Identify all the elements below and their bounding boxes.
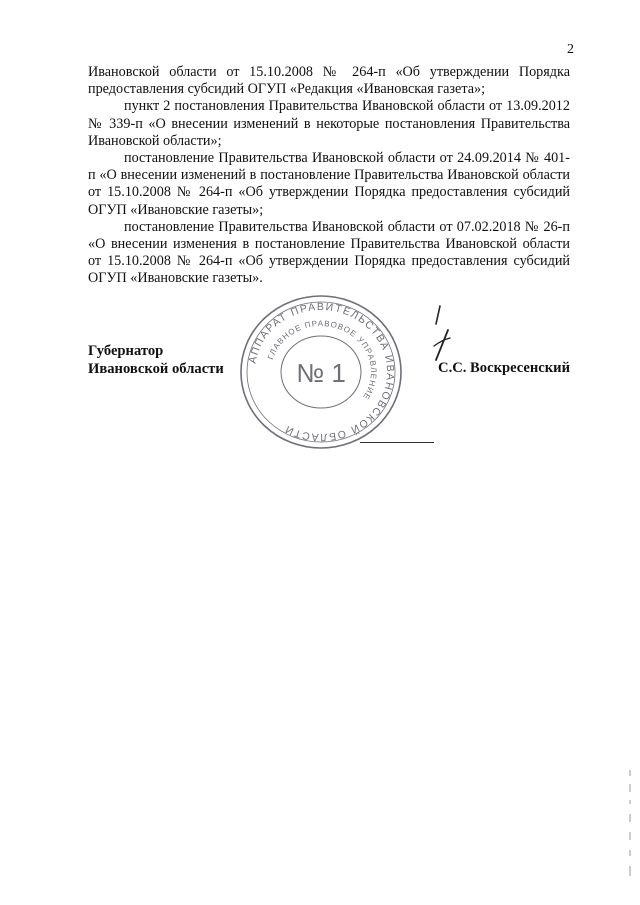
document-body	[88, 64, 570, 288]
signatory-title	[88, 343, 224, 378]
paragraph-2: пункт 2 постановления Правительства Ивановской области от 13.09.2012 № 339-п «О внесении изменений в некоторые постановления Правительства Ивановской области»;	[88, 98, 570, 149]
signatory-title-line1: Губернатор	[88, 343, 164, 359]
paragraph-1: Ивановской области от 15.10.2008 № 264-п «Об утверждении Порядка предоставления субсидий ОГУП «Редакция «Ивановская газета»;	[88, 64, 570, 98]
stamp-inner-text: ГЛАВНОЕ ПРАВОВОЕ УПРАВЛЕНИЕ	[266, 318, 379, 402]
paragraph-4: постановление Правительства Ивановской области от 07.02.2018 № 26-п «О внесении изменения в постановление Правительства Ивановской области от 15.10.2008 № 264-п «Об утверждении Порядка предоставления субсидий ОГУП «Ивановские газеты».	[88, 218, 570, 287]
page-number: 2	[567, 42, 574, 57]
signature-underline	[360, 442, 434, 443]
signatory-title-line2: Ивановской области	[88, 360, 224, 377]
signatory-name: С.С. Воскресенский	[438, 360, 570, 376]
paragraph-3: постановление Правительства Ивановской области от 24.09.2014 № 401-п «О внесении изменений в постановление Правительства Ивановской области от 15.10.2008 № 264-п «Об утверждении Порядка предоставления субсидий ОГУП «Ивановские газеты»;	[88, 150, 570, 218]
scan-edge-marks	[626, 770, 634, 880]
signature-block	[88, 343, 570, 463]
stamp-number: № 1	[296, 358, 346, 388]
stamp-outer-text: АППАРАТ ПРАВИТЕЛЬСТВА ИВАНОВСКОЙ ОБЛАСТИ	[246, 300, 397, 444]
